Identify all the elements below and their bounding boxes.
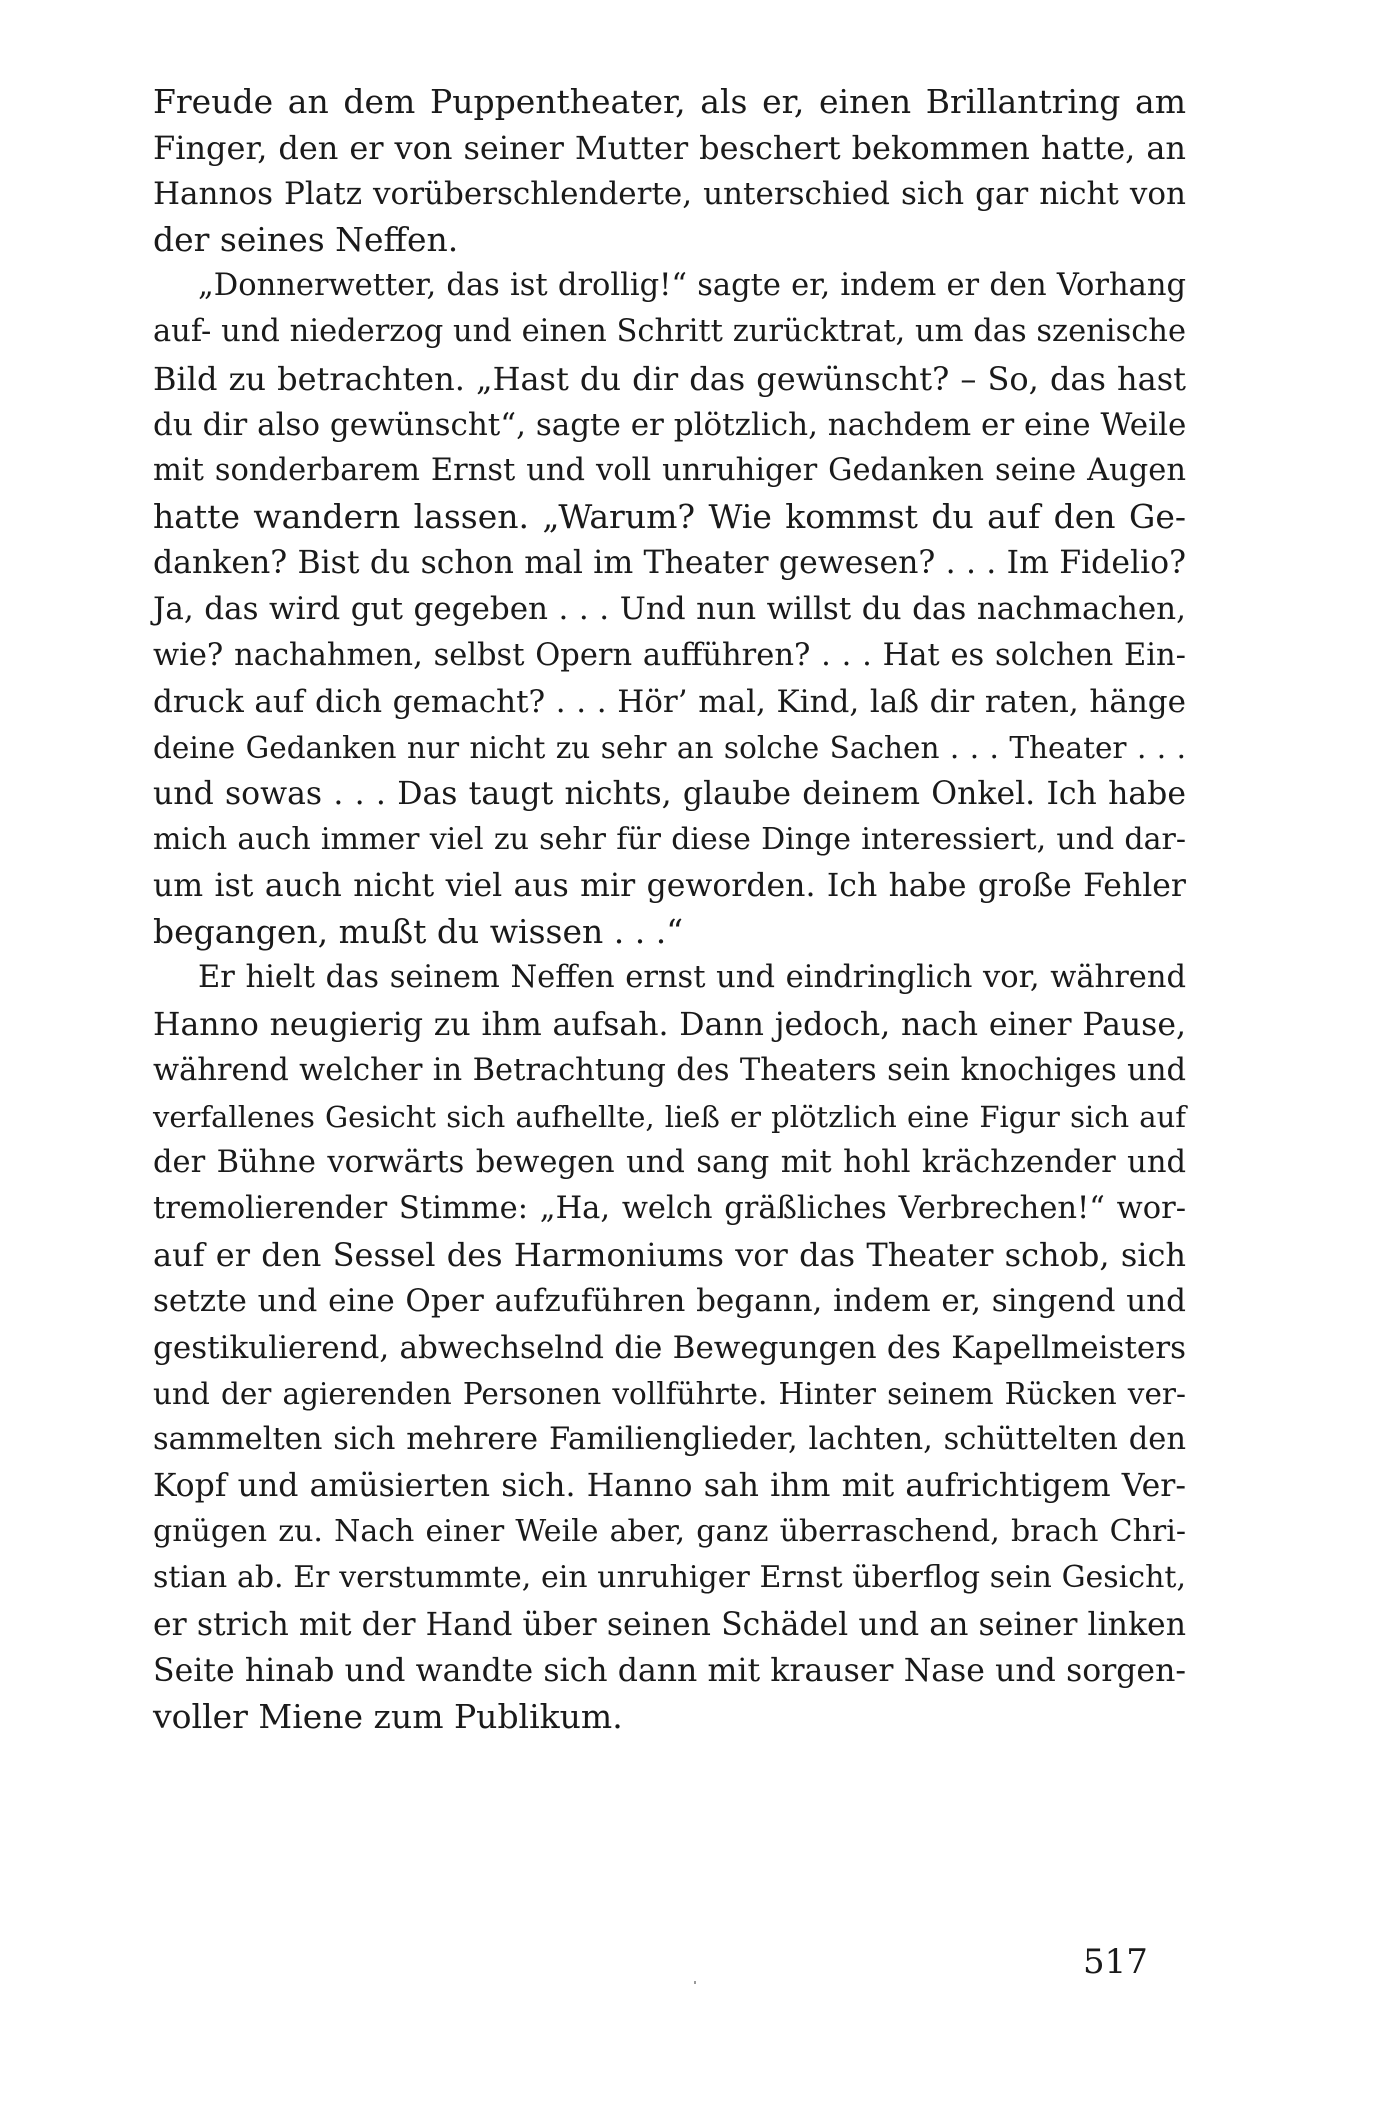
paper-speck [694, 1981, 696, 1984]
text-line: Freude an dem Puppentheater, als er, einen Brillantring am [153, 82, 1186, 121]
text-line: sammelten sich mehrere Familienglieder, lachten, schüttelten den [153, 1422, 1186, 1457]
text-line: Hannos Platz vorüberschlenderte, unterschied sich gar nicht von [153, 176, 1186, 212]
text-line: und sowas . . . Das taugt nichts, glaube deinem Onkel. Ich habe [153, 776, 1186, 812]
text-line: wie? nachahmen, selbst Opern aufführen? . . . Hat es solchen Ein- [153, 638, 1186, 673]
text-line: voller Miene zum Publikum. [153, 1697, 623, 1736]
text-line: druck auf dich gemacht? . . . Hör’ mal, Kind, laß dir raten, hänge [153, 684, 1186, 720]
text-line: verfallenes Gesicht sich aufhellte, ließ er plötzlich eine Figur sich auf [153, 1100, 1186, 1134]
text-line: deine Gedanken nur nicht zu sehr an solche Sachen . . . Theater . . . [153, 731, 1186, 765]
text-line: gestikulierend, abwechselnd die Bewegungen des Kapellmeisters [153, 1330, 1186, 1366]
text-line: während welcher in Betrachtung des Theaters sein knochiges und [153, 1053, 1186, 1088]
text-line: du dir also gewünscht“, sagte er plötzlich, nachdem er eine Weile [153, 407, 1187, 443]
paragraph-first-line: „Donnerwetter, das ist drollig!“ sagte er, indem er den Vorhang [198, 268, 1186, 303]
text-line: hatte wandern lassen. „Warum? Wie kommst du auf den Ge- [153, 497, 1186, 536]
text-line: um ist auch nicht viel aus mir geworden. Ich habe große Fehler [153, 868, 1186, 904]
text-line: gnügen zu. Nach einer Weile aber, ganz überraschend, brach Chri- [153, 1514, 1186, 1549]
text-line: danken? Bist du schon mal im Theater gewesen? . . . Im Fidelio? [153, 545, 1186, 581]
text-line: setzte und eine Oper aufzuführen begann, indem er, singend und [153, 1283, 1186, 1319]
page-number: 517 [1083, 1942, 1148, 1982]
text-line: und der agierenden Personen vollführte. Hinter seinem Rücken ver- [153, 1377, 1186, 1411]
text-line: Bild zu betrachten. „Hast du dir das gewünscht? – So, das hast [153, 360, 1186, 398]
text-line: tremolierender Stimme: „Ha, welch gräßliches Verbrechen!“ wor- [153, 1191, 1186, 1226]
text-line: Ja, das wird gut gegeben . . . Und nun willst du das nachmachen, [153, 591, 1186, 627]
text-line: Hanno neugierig zu ihm aufsah. Dann jedoch, nach einer Pause, [153, 1007, 1186, 1043]
text-line: auf- und niederzog und einen Schritt zurücktrat, um das szenische [153, 314, 1186, 349]
text-line: der Bühne vorwärts bewegen und sang mit hohl krächzender und [153, 1145, 1186, 1180]
text-line: der seines Neffen. [153, 220, 459, 259]
text-line: auf er den Sessel des Harmoniums vor das Theater schob, sich [153, 1236, 1186, 1274]
text-line: begangen, mußt du wissen . . .“ [153, 912, 684, 951]
text-line: er strich mit der Hand über seinen Schädel und an seiner linken [153, 1607, 1186, 1643]
text-line: mich auch immer viel zu sehr für diese Dinge interessiert, und dar- [153, 822, 1186, 857]
text-line: Kopf und amüsierten sich. Hanno sah ihm mit aufrichtigem Ver- [153, 1468, 1186, 1504]
text-line: mit sonderbarem Ernst und voll unruhiger Gedanken seine Augen [153, 453, 1186, 488]
text-line: Finger, den er von seiner Mutter beschert bekommen hatte, an [153, 129, 1186, 167]
paragraph-first-line: Er hielt das seinem Neffen ernst und eindringlich vor, während [198, 960, 1186, 995]
text-line: Seite hinab und wandte sich dann mit krauser Nase und sorgen- [153, 1653, 1186, 1689]
text-line: stian ab. Er verstummte, ein unruhiger Ernst überflog sein Gesicht, [153, 1560, 1186, 1595]
